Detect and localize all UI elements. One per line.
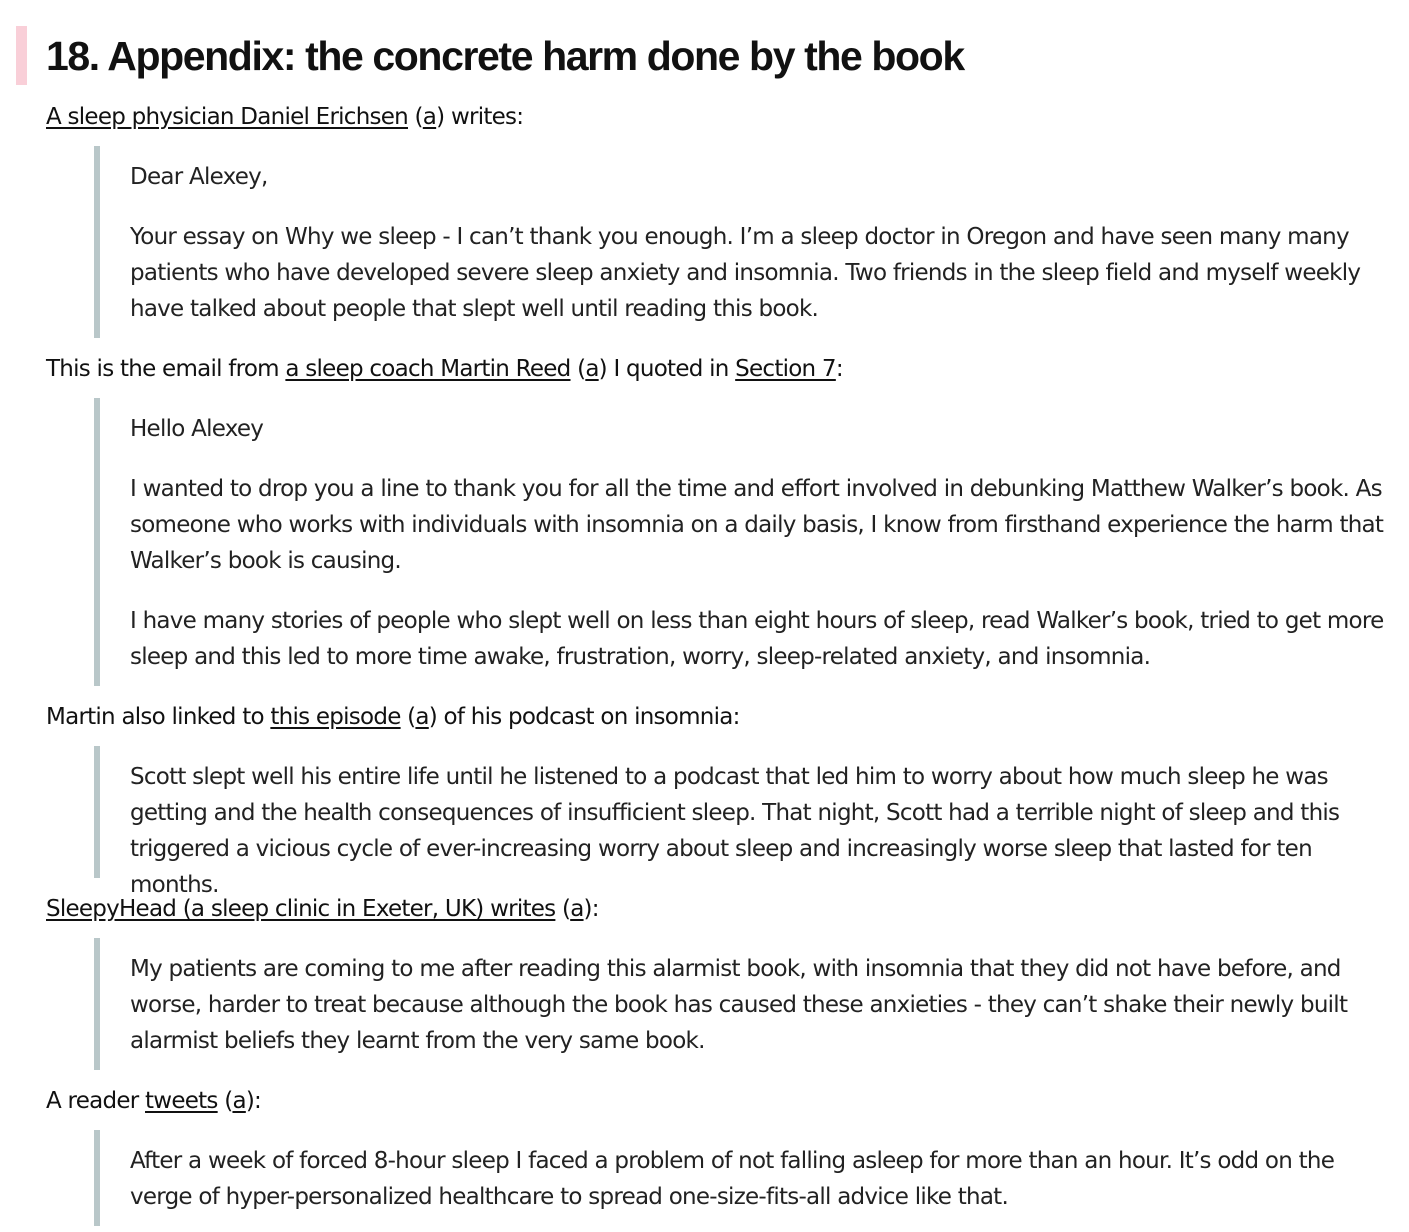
intro-martin-reed: This is the email from a sleep coach Martin Reed (a) I quoted in Section 7: bbox=[46, 356, 843, 382]
link-daniel-erichsen[interactable]: A sleep physician Daniel Erichsen bbox=[46, 104, 408, 130]
link-this-episode[interactable]: this episode bbox=[270, 704, 401, 730]
intro-podcast: Martin also linked to this episode (a) of his podcast on insomnia: bbox=[46, 704, 740, 730]
intro-reader-tweet: A reader tweets (a): bbox=[46, 1088, 262, 1114]
intro-martin-middle: I quoted in bbox=[606, 356, 736, 382]
intro-reader-suffix: : bbox=[254, 1088, 262, 1114]
link-martin-reed[interactable]: a sleep coach Martin Reed bbox=[285, 356, 571, 382]
intro-sleepyhead-suffix: : bbox=[591, 896, 599, 922]
intro-podcast-suffix: of his podcast on insomnia: bbox=[437, 704, 740, 730]
quote-martin-reed bbox=[94, 398, 1400, 686]
quote-erichsen-line-1: Dear Alexey, bbox=[130, 164, 268, 190]
quote-reader-tweet bbox=[94, 1130, 1400, 1226]
quote-erichsen-line-2: Your essay on Why we sleep - I can’t thank you enough. I’m a sleep doctor in Oregon and have seen many many patients who have developed severe sleep anxiety and insomnia. Two friends in the sleep field and myself weekly have talked about people that slept well until reading this book. bbox=[130, 224, 1361, 322]
intro-sleepyhead: SleepyHead (a sleep clinic in Exeter, UK) writes (a): bbox=[46, 896, 599, 922]
intro-erichsen: A sleep physician Daniel Erichsen (a) writes: bbox=[46, 104, 524, 130]
quote-sleepyhead bbox=[94, 938, 1400, 1070]
intro-martin-prefix: This is the email from bbox=[46, 356, 286, 382]
link-section-7[interactable]: Section 7 bbox=[735, 356, 836, 382]
archive-link-tweets[interactable]: a bbox=[232, 1088, 246, 1114]
section-heading: 18. Appendix: the concrete harm done by the book bbox=[46, 33, 964, 79]
intro-podcast-prefix: Martin also linked to bbox=[46, 704, 271, 730]
quote-martin-line-3: I have many stories of people who slept well on less than eight hours of sleep, read Walker’s book, tried to get more sleep and this led to more time awake, frustration, worry, sleep-related anxiety, and insomnia. bbox=[130, 608, 1384, 670]
link-tweets[interactable]: tweets bbox=[145, 1088, 218, 1114]
quote-erichsen bbox=[94, 146, 1400, 338]
quote-podcast bbox=[94, 746, 1400, 898]
intro-martin-suffix: : bbox=[835, 356, 843, 382]
intro-erichsen-suffix: writes: bbox=[444, 104, 524, 130]
archive-link-sleepyhead[interactable]: a bbox=[570, 896, 584, 922]
heading-accent-bar bbox=[16, 26, 27, 85]
archive-link-erichsen[interactable]: a bbox=[422, 104, 437, 130]
quote-martin-line-1: Hello Alexey bbox=[130, 416, 264, 442]
quote-reader-line-1: After a week of forced 8-hour sleep I faced a problem of not falling asleep for more than an hour. It’s odd on the verge of hyper-personalized healthcare to spread one-size-fits-all advice like that. bbox=[130, 1148, 1335, 1210]
quote-podcast-line-1: Scott slept well his entire life until he listened to a podcast that led him to worry about how much sleep he was getting and the health consequences of insufficient sleep. That night, Scott had a terrible night of sleep and this triggered a vicious cycle of ever-increasing worry about sleep and increasingly worse sleep that lasted for ten months. bbox=[130, 764, 1340, 898]
archive-link-martin-reed[interactable]: a bbox=[585, 356, 599, 382]
intro-reader-prefix: A reader bbox=[46, 1088, 146, 1114]
archive-link-episode[interactable]: a bbox=[415, 704, 429, 730]
quote-sleepyhead-line-1: My patients are coming to me after reading this alarmist book, with insomnia that they did not have before, and worse, harder to treat because although the book has caused these anxieties - they can’t shake their newly built alarmist beliefs they learnt from the very same book. bbox=[130, 956, 1348, 1054]
quote-martin-line-2: I wanted to drop you a line to thank you for all the time and effort involved in debunking Matthew Walker’s book. As someone who works with individuals with insomnia on a daily basis, I know from firsthand experience the harm that Walker’s book is causing. bbox=[130, 476, 1384, 574]
link-sleepyhead[interactable]: SleepyHead (a sleep clinic in Exeter, UK) writes bbox=[46, 896, 556, 922]
